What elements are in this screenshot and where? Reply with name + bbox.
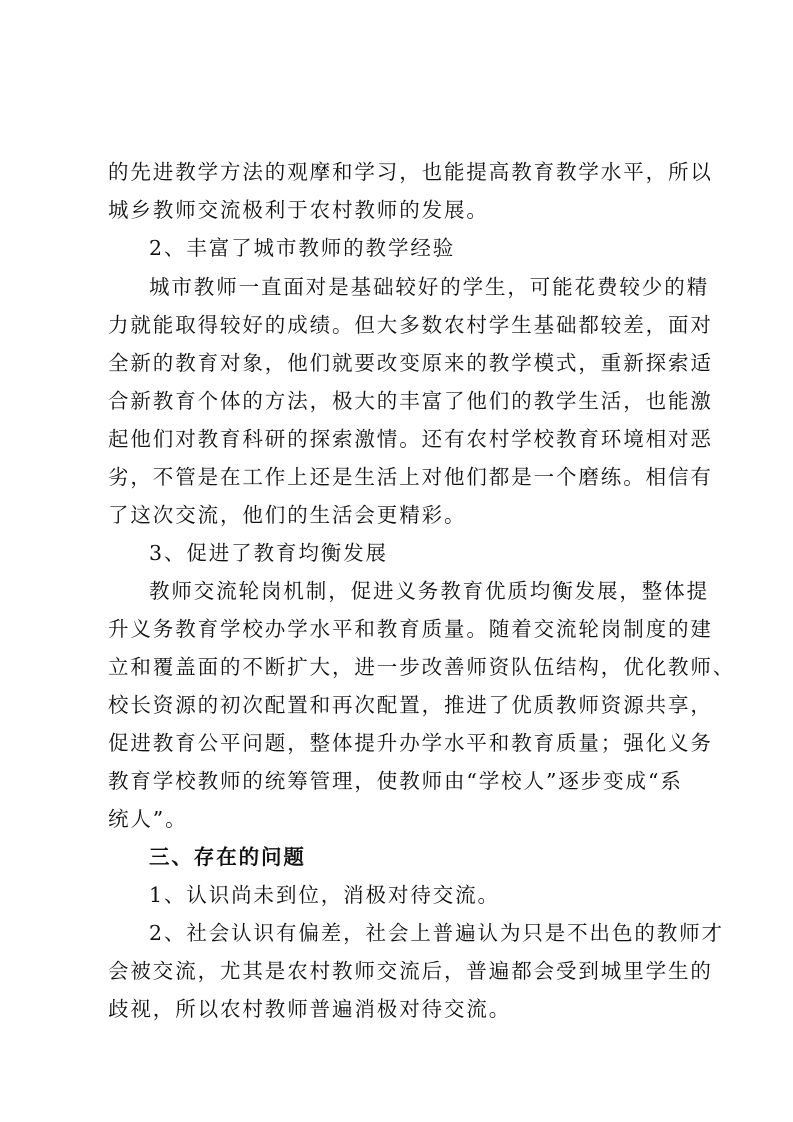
body-text-line: 全新的教育对象，他们就要改变原来的教学模式，重新探索适	[108, 351, 713, 375]
body-text-line: 教师交流轮岗机制，促进义务教育优质均衡发展，整体提	[149, 579, 709, 603]
body-text-line: 校长资源的初次配置和再次配置，推进了优质教师资源共享，	[108, 693, 713, 717]
body-text-line: 教育学校教师的统筹管理，使教师由“学校人”逐步变成“系	[108, 769, 683, 793]
body-text-line: 力就能取得较好的成绩。但大多数农村学生基础都较差，面对	[108, 313, 713, 337]
body-text-line: 升义务教育学校办学水平和教育质量。随着交流轮岗制度的建	[108, 617, 713, 641]
list-item-problem-1: 1、认识尚未到位，消极对待交流。	[149, 883, 500, 907]
body-text-line: 劣，不管是在工作上还是生活上对他们都是一个磨练。相信有	[108, 465, 713, 489]
body-text-line: 促进教育公平问题，整体提升办学水平和教育质量；强化义务	[108, 731, 713, 755]
body-text-line: 的先进教学方法的观摩和学习，也能提高教育教学水平，所以	[108, 160, 713, 184]
section-heading-existing-problems: 三、存在的问题	[149, 845, 306, 869]
list-item-problem-2: 2、社会认识有偏差，社会上普遍认为只是不出色的教师才	[149, 921, 724, 945]
subheading-balanced-development: 3、促进了教育均衡发展	[149, 541, 388, 565]
body-text-line: 统人”。	[108, 807, 188, 831]
body-text-line: 会被交流，尤其是农村教师交流后，普遍都会受到城里学生的	[108, 959, 713, 983]
body-text-line: 合新教育个体的方法，极大的丰富了他们的教学生活，也能激	[108, 389, 713, 413]
body-text-line: 了这次交流，他们的生活会更精彩。	[108, 503, 467, 527]
body-text-line: 起他们对教育科研的探索激情。还有农村学校教育环境相对恶	[108, 427, 713, 451]
body-text-line: 立和覆盖面的不断扩大，进一步改善师资队伍结构，优化教师、	[108, 655, 736, 679]
body-text-line: 城乡教师交流极利于农村教师的发展。	[108, 198, 489, 222]
body-text-line: 城市教师一直面对是基础较好的学生，可能花费较少的精	[149, 275, 709, 299]
subheading-enrich-city-teachers: 2、丰富了城市教师的教学经验	[149, 236, 456, 260]
body-text-line: 歧视，所以农村教师普遍消极对待交流。	[108, 997, 512, 1021]
